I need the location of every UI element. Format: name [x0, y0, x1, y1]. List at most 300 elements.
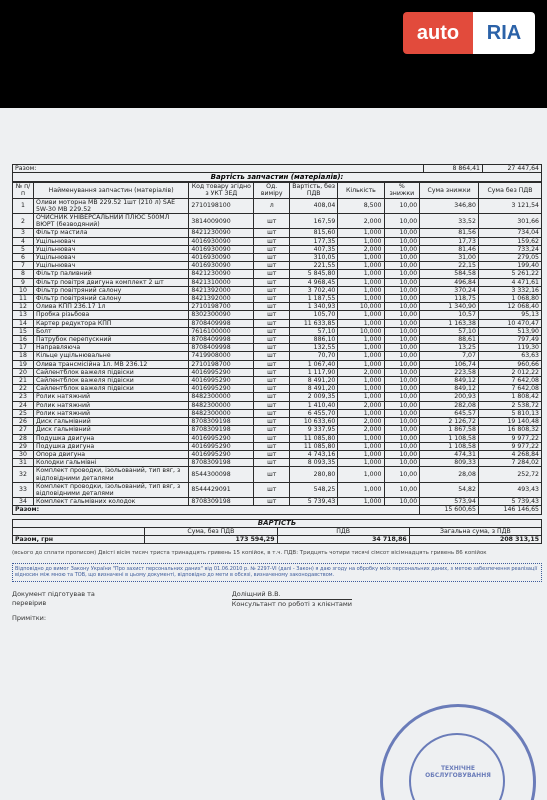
cell: 10,00 — [384, 336, 420, 344]
cell: 1 163,38 — [420, 319, 479, 327]
table-row — [13, 377, 542, 385]
cell: шт — [254, 237, 290, 245]
cell: 252,72 — [478, 467, 541, 482]
cell: шт — [254, 311, 290, 319]
cell: шт — [254, 245, 290, 253]
table-row — [13, 467, 542, 482]
stamp-text: ТЕХНІЧНЕ ОБСЛУГОВУВАННЯ — [425, 765, 491, 779]
cell: 1 187,55 — [290, 295, 338, 303]
cell: шт — [254, 467, 290, 482]
cell: Ущільнювач — [33, 237, 188, 245]
cell: 33 — [13, 482, 34, 497]
cell: 886,10 — [290, 336, 338, 344]
table-row — [13, 368, 542, 376]
cell: 10,00 — [384, 286, 420, 294]
table-row — [13, 442, 542, 450]
cell: 1 117,90 — [290, 368, 338, 376]
cell: 5 810,13 — [478, 409, 541, 417]
cell: 5 — [13, 245, 34, 253]
cell: Сайлентблок важеля підвіски — [33, 368, 188, 376]
cell: 1,000 — [338, 393, 384, 401]
cell: 8302300090 — [189, 311, 254, 319]
cell: Кільце ущільнювальне — [33, 352, 188, 360]
table-row — [13, 385, 542, 393]
cell: 548,25 — [290, 482, 338, 497]
cell: 10,00 — [384, 214, 420, 229]
cell: 11 — [13, 295, 34, 303]
cell: Ролик натяжний — [33, 409, 188, 417]
header-col-7: Сума знижки — [420, 183, 479, 198]
cell: шт — [254, 303, 290, 311]
top-total-v2: 27 447,64 — [483, 165, 542, 173]
cell: 474,31 — [420, 450, 479, 458]
parts-total-label: Разом: — [13, 506, 420, 514]
cell: 31,00 — [420, 254, 479, 262]
cell: 4 968,45 — [290, 278, 338, 286]
company-stamp — [380, 704, 536, 800]
cell: шт — [254, 385, 290, 393]
cell: Фільтр паливний — [33, 270, 188, 278]
cell: 8482300000 — [189, 401, 254, 409]
parts-table — [12, 182, 542, 514]
cell: 849,12 — [420, 377, 479, 385]
cell: 1,000 — [338, 434, 384, 442]
cell: 9 977,22 — [478, 442, 541, 450]
cell: 29 — [13, 442, 34, 450]
parts-total-v2: 146 146,65 — [478, 506, 541, 514]
cell: 10,00 — [384, 409, 420, 417]
cell: Олива трансмісійна 1л. MB 236.12 — [33, 360, 188, 368]
cell: 10,00 — [384, 270, 420, 278]
summary-table — [12, 519, 542, 545]
cell: 30 — [13, 450, 34, 458]
cell: 18 — [13, 352, 34, 360]
cell: 10,00 — [384, 360, 420, 368]
cell: Фільтр повітряний салону — [33, 286, 188, 294]
cell: Фільтр повітряний салону — [33, 295, 188, 303]
cell: 1,000 — [338, 459, 384, 467]
cell: 15 — [13, 327, 34, 335]
summary-v3: 208 313,15 — [409, 535, 541, 543]
cell: 496,84 — [420, 278, 479, 286]
cell: 346,80 — [420, 198, 479, 213]
cell: 10,00 — [384, 498, 420, 506]
header-col-2: Код товару згідно з УКТ ЗЕД — [189, 183, 254, 198]
cell: Ущільнювач — [33, 245, 188, 253]
cell: 10,57 — [420, 311, 479, 319]
cell: шт — [254, 434, 290, 442]
cell: 10,00 — [384, 262, 420, 270]
cell: 2710198700 — [189, 360, 254, 368]
cell: Колодки гальмівні — [33, 459, 188, 467]
cell: 10,00 — [384, 368, 420, 376]
summary-h1: Сума, без ПДВ — [145, 527, 277, 535]
cell: 2710198700 — [189, 303, 254, 311]
cell: 1,000 — [338, 385, 384, 393]
cell: 960,66 — [478, 360, 541, 368]
cell: 8482300000 — [189, 393, 254, 401]
table-row — [13, 303, 542, 311]
cell: 493,43 — [478, 482, 541, 497]
cell: 310,05 — [290, 254, 338, 262]
cell: 7,07 — [420, 352, 479, 360]
cell: 31 — [13, 459, 34, 467]
cell: шт — [254, 393, 290, 401]
cell: 8708309198 — [189, 498, 254, 506]
prepared-label-1: Документ підготував та — [12, 589, 95, 598]
cell: Ущільнювач — [33, 262, 188, 270]
cell: ОЧИСНИК УНІВЕРСАЛЬНИЙ ПЛЮС 500МЛ ВЮРТ (безводяний) — [33, 214, 188, 229]
cell: 1 068,80 — [478, 295, 541, 303]
table-row — [13, 401, 542, 409]
cell: 10,00 — [384, 459, 420, 467]
cell: 1,000 — [338, 278, 384, 286]
summary-h2: ПДВ — [277, 527, 409, 535]
cell: 8421230090 — [189, 270, 254, 278]
cell: 4 — [13, 237, 34, 245]
cell: 815,60 — [290, 229, 338, 237]
cell: 1,000 — [338, 295, 384, 303]
cell: 1,000 — [338, 467, 384, 482]
cell: Ролик натяжний — [33, 401, 188, 409]
cell: 8544300098 — [189, 467, 254, 482]
cell: 4 743,16 — [290, 450, 338, 458]
cell: 95,13 — [478, 311, 541, 319]
cell: 1 867,58 — [420, 426, 479, 434]
cell: 513,90 — [478, 327, 541, 335]
cell: 10,00 — [384, 311, 420, 319]
parts-total-row — [13, 506, 542, 514]
header-col-4: Вартість, без ПДВ — [290, 183, 338, 198]
table-row — [13, 286, 542, 294]
cell: Диск гальмівний — [33, 426, 188, 434]
table-row — [13, 450, 542, 458]
table-row — [13, 336, 542, 344]
cell: 1 067,40 — [290, 360, 338, 368]
cell: 3 702,40 — [290, 286, 338, 294]
cell: 10,00 — [384, 245, 420, 253]
table-row — [13, 311, 542, 319]
cell: 177,35 — [290, 237, 338, 245]
cell: 8708309198 — [189, 418, 254, 426]
parts-table-body — [13, 198, 542, 506]
cell: Комплект проводки, ізольований, тип вяг, з відповідними деталями — [33, 467, 188, 482]
cell: 119,30 — [478, 344, 541, 352]
summary-empty — [13, 527, 145, 535]
cell: шт — [254, 377, 290, 385]
cell: 2,000 — [338, 214, 384, 229]
cell: Направляюча — [33, 344, 188, 352]
cell: 159,62 — [478, 237, 541, 245]
cell: 2 538,72 — [478, 401, 541, 409]
cell: 10,00 — [384, 198, 420, 213]
prepared-label-2: перевірив — [12, 598, 47, 607]
table-row — [13, 198, 542, 213]
cell: 10,00 — [384, 229, 420, 237]
table-row — [13, 295, 542, 303]
cell: 10,00 — [384, 377, 420, 385]
table-row — [13, 278, 542, 286]
table-row — [13, 254, 542, 262]
cell: 17 — [13, 344, 34, 352]
cell: 4016930090 — [189, 245, 254, 253]
table-row — [13, 327, 542, 335]
cell: 16 808,32 — [478, 426, 541, 434]
cell: Болт — [33, 327, 188, 335]
cell: 4016995290 — [189, 450, 254, 458]
summary-label: Разом, грн — [13, 535, 145, 543]
cell: 11 633,85 — [290, 319, 338, 327]
cell: 8421310000 — [189, 278, 254, 286]
top-total-label: Разом: — [13, 165, 424, 173]
cell: 8421392000 — [189, 286, 254, 294]
cell: 797,49 — [478, 336, 541, 344]
cell: 3814009090 — [189, 214, 254, 229]
cell: 21 — [13, 377, 34, 385]
cell: Комплект гальмівних колодок — [33, 498, 188, 506]
cell: 8421392000 — [189, 295, 254, 303]
summary-v2: 34 718,86 — [277, 535, 409, 543]
section-title: Вартість запчастин (матеріалів): — [12, 173, 542, 182]
cell: 223,58 — [420, 368, 479, 376]
cell: 4016930090 — [189, 262, 254, 270]
cell: шт — [254, 482, 290, 497]
cell: 9 977,22 — [478, 434, 541, 442]
cell: 12 068,40 — [478, 303, 541, 311]
cell: 54,82 — [420, 482, 479, 497]
cell: 1,000 — [338, 409, 384, 417]
cell: 81,56 — [420, 229, 479, 237]
cell: 19 — [13, 360, 34, 368]
table-row — [13, 498, 542, 506]
cell: 279,05 — [478, 254, 541, 262]
cell: 1 108,58 — [420, 442, 479, 450]
cell: 132,55 — [290, 344, 338, 352]
cell: 167,59 — [290, 214, 338, 229]
cell: Ролик натяжний — [33, 393, 188, 401]
cell: шт — [254, 319, 290, 327]
cell: 10 470,47 — [478, 319, 541, 327]
cell: 4 471,61 — [478, 278, 541, 286]
cell: 1 808,42 — [478, 393, 541, 401]
cell: шт — [254, 229, 290, 237]
table-row — [13, 344, 542, 352]
table-row — [13, 426, 542, 434]
cell: 1,000 — [338, 336, 384, 344]
cell: 19 140,48 — [478, 418, 541, 426]
cell: 27 — [13, 426, 34, 434]
signer-role: Консультант по роботі з клієнтами — [231, 599, 352, 608]
cell: 10,00 — [384, 442, 420, 450]
cell: 7 642,08 — [478, 385, 541, 393]
cell: 4 268,84 — [478, 450, 541, 458]
summary-title: ВАРТІСТЬ — [13, 519, 542, 527]
cell: 4016930090 — [189, 237, 254, 245]
cell: 1,000 — [338, 450, 384, 458]
cell: 809,33 — [420, 459, 479, 467]
cell: 10 633,60 — [290, 418, 338, 426]
table-row — [13, 270, 542, 278]
cell: 5 739,43 — [478, 498, 541, 506]
cell: 10,00 — [384, 385, 420, 393]
cell: 26 — [13, 418, 34, 426]
cell: Олива КПП 236.17 1л — [33, 303, 188, 311]
cell: 370,24 — [420, 286, 479, 294]
cell: 200,93 — [420, 393, 479, 401]
cell: 1,000 — [338, 311, 384, 319]
cell: 2 009,35 — [290, 393, 338, 401]
cell: 32 — [13, 467, 34, 482]
cell: шт — [254, 262, 290, 270]
cell: 13,25 — [420, 344, 479, 352]
cell: 11 085,80 — [290, 434, 338, 442]
cell: 4016995290 — [189, 385, 254, 393]
invoice-document — [12, 164, 542, 623]
summary-h3: Загальна сума, з ПДВ — [409, 527, 541, 535]
cell: 1,000 — [338, 498, 384, 506]
header-col-5: Кількість — [338, 183, 384, 198]
cell: 3 121,54 — [478, 198, 541, 213]
cell: шт — [254, 286, 290, 294]
cell: шт — [254, 327, 290, 335]
cell: 8708409998 — [189, 336, 254, 344]
table-row — [13, 360, 542, 368]
cell: 11 085,80 — [290, 442, 338, 450]
cell: 63,63 — [478, 352, 541, 360]
cell: 7616100000 — [189, 327, 254, 335]
cell: 1,000 — [338, 254, 384, 262]
cell: Комплект проводки, ізольований, тип вяг, з відповідними деталями — [33, 482, 188, 497]
cell: 10,00 — [384, 401, 420, 409]
table-row — [13, 319, 542, 327]
cell: шт — [254, 498, 290, 506]
cell: 9 — [13, 278, 34, 286]
cell: 10,00 — [384, 467, 420, 482]
cell: 24 — [13, 401, 34, 409]
cell: 20 — [13, 368, 34, 376]
cell: 8 093,35 — [290, 459, 338, 467]
cell: 10,000 — [338, 303, 384, 311]
cell: Сайлентблок важеля підвіски — [33, 377, 188, 385]
parts-total-v1: 15 600,65 — [420, 506, 479, 514]
cell: шт — [254, 344, 290, 352]
cell: 1,000 — [338, 286, 384, 294]
cell: Патрубок перепускний — [33, 336, 188, 344]
cell: 849,12 — [420, 385, 479, 393]
cell: 12 — [13, 303, 34, 311]
cell: 1,000 — [338, 442, 384, 450]
cell: 8 491,20 — [290, 385, 338, 393]
cell: 10,00 — [384, 352, 420, 360]
cell: 10,00 — [384, 319, 420, 327]
cell: 106,74 — [420, 360, 479, 368]
cell: 1,000 — [338, 482, 384, 497]
cell: 10,00 — [384, 426, 420, 434]
cell: 1,000 — [338, 262, 384, 270]
top-total-v1: 8 864,41 — [424, 165, 483, 173]
cell: 6 — [13, 254, 34, 262]
cell: 10,00 — [384, 295, 420, 303]
cell: 1,000 — [338, 237, 384, 245]
header-col-3: Од. виміру — [254, 183, 290, 198]
cell: 4016995290 — [189, 377, 254, 385]
top-total-table — [12, 164, 542, 173]
cell: 5 845,80 — [290, 270, 338, 278]
cell: шт — [254, 214, 290, 229]
cell: 4016995290 — [189, 368, 254, 376]
top-bar — [0, 0, 547, 108]
cell: 1,000 — [338, 377, 384, 385]
table-row — [13, 229, 542, 237]
cell: 2 — [13, 214, 34, 229]
cell: 221,55 — [290, 262, 338, 270]
signer-name: Доліщний В.В. — [232, 590, 352, 600]
cell: шт — [254, 295, 290, 303]
cell: 7419908000 — [189, 352, 254, 360]
cell: 10,00 — [384, 327, 420, 335]
cell: 407,35 — [290, 245, 338, 253]
header-col-6: % знижки — [384, 183, 420, 198]
cell: 10,00 — [384, 418, 420, 426]
table-row — [13, 418, 542, 426]
cell: 5 739,43 — [290, 498, 338, 506]
cell: Сайлентблок важеля підвіски — [33, 385, 188, 393]
cell: Подушка двигуна — [33, 434, 188, 442]
cell: 7 284,02 — [478, 459, 541, 467]
cell: шт — [254, 442, 290, 450]
cell: 1 340,93 — [290, 303, 338, 311]
cell: 2710198100 — [189, 198, 254, 213]
table-row — [13, 409, 542, 417]
cell: 1,000 — [338, 344, 384, 352]
cell: 57,10 — [420, 327, 479, 335]
cell: шт — [254, 336, 290, 344]
autoria-logo[interactable] — [403, 12, 535, 54]
cell: 8482300000 — [189, 409, 254, 417]
logo-auto-text: auto — [403, 12, 473, 54]
cell: 8,500 — [338, 198, 384, 213]
amount-in-words: (всього до сплати прописом) Двісті вісім тисяч триста тринадцять гривень 15 копійок, в т.ч. ПДВ: Тридцять чотири тисячі сімсот вісімнадцять гривень 86 копійок — [12, 550, 487, 557]
cell: 280,80 — [290, 467, 338, 482]
table-row — [13, 482, 542, 497]
cell: 16 — [13, 336, 34, 344]
cell: шт — [254, 270, 290, 278]
cell: 1 108,58 — [420, 434, 479, 442]
cell: шт — [254, 401, 290, 409]
cell: 2 126,72 — [420, 418, 479, 426]
cell: 282,08 — [420, 401, 479, 409]
cell: 28 — [13, 434, 34, 442]
document-photo — [0, 108, 547, 800]
cell: 28,08 — [420, 467, 479, 482]
cell: Оливи моторна MB 229.52 1шт (210 л) SAE 5W-30 MB 229.52 — [33, 198, 188, 213]
cell: шт — [254, 254, 290, 262]
privacy-note: Відповідно до вимог Закону України "Про захист персональних даних" від 01.06.2010 р. № 2297-VI (далі - Закон) я даю згоду на обробку моїх персональних даних, з метою забезпечення реалізації відносин між мною та ТОВ, що визначені в цьому документі, відповідно до мети в обсязі, визначеному законодавством. — [12, 563, 542, 581]
cell: Ущільнювач — [33, 254, 188, 262]
cell: 22,15 — [420, 262, 479, 270]
cell: шт — [254, 360, 290, 368]
sign-left — [12, 590, 95, 623]
cell: Подушка двигуна — [33, 442, 188, 450]
cell: 33,52 — [420, 214, 479, 229]
header-col-0: № п/п — [13, 183, 34, 198]
cell: 10,000 — [338, 327, 384, 335]
table-row — [13, 214, 542, 229]
cell: шт — [254, 459, 290, 467]
cell: 1,000 — [338, 360, 384, 368]
cell: 10,00 — [384, 254, 420, 262]
cell: 118,75 — [420, 295, 479, 303]
